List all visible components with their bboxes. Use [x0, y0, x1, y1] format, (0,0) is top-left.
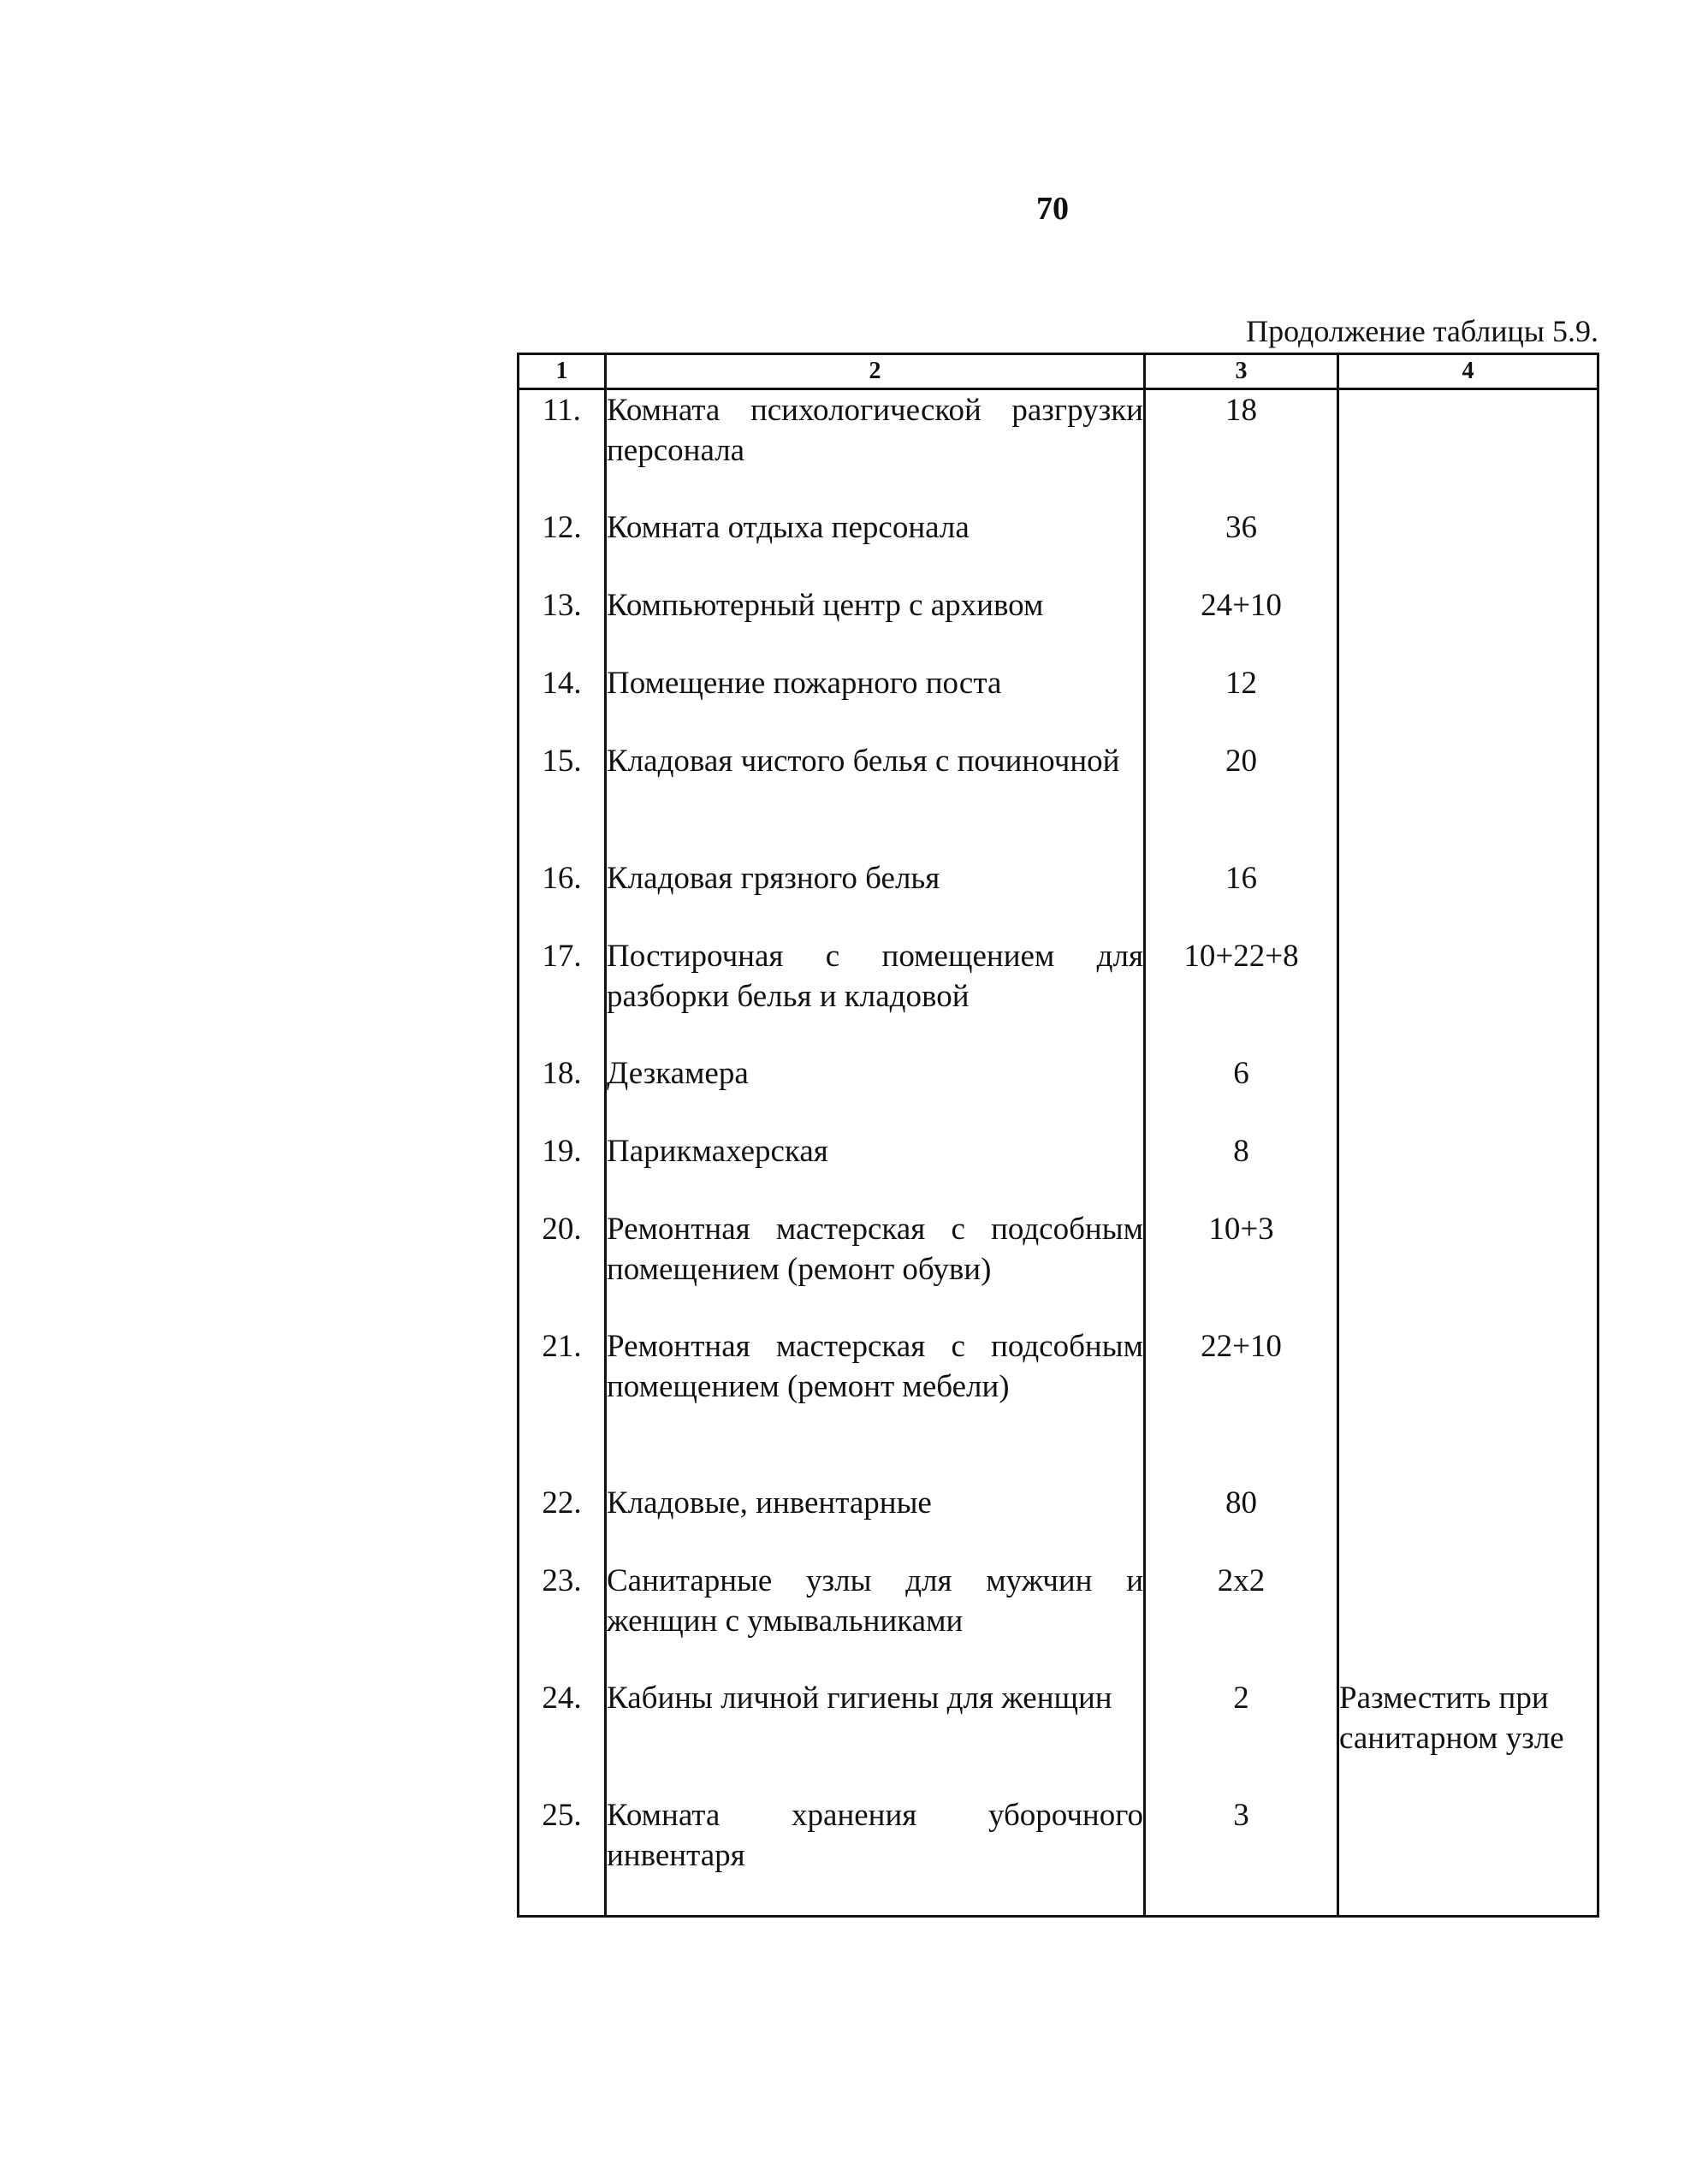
room-note	[1338, 858, 1598, 936]
room-name: Кладовая грязного белья	[607, 861, 940, 896]
room-name: Санитарные узлы для мужчин и женщин с умывальниками	[607, 1563, 1143, 1639]
room-name: Дезкамера	[607, 1056, 749, 1091]
column-header: 1	[519, 354, 606, 389]
table-header-row	[519, 354, 1598, 389]
table-row	[519, 1678, 1598, 1795]
row-number: 11.	[519, 389, 606, 508]
row-number: 20.	[519, 1209, 606, 1326]
room-area: 20	[1145, 741, 1338, 858]
row-number: 15.	[519, 741, 606, 858]
room-note	[1338, 1561, 1598, 1678]
table-row	[519, 858, 1598, 936]
room-name: Парикмахерская	[607, 1134, 828, 1169]
room-area: 10+3	[1145, 1209, 1338, 1326]
table-row	[519, 507, 1598, 585]
room-name: Ремонтная мастерская с подсобным помещением (ремонт обуви)	[607, 1212, 1143, 1287]
room-note	[1338, 1326, 1598, 1483]
room-area: 3	[1145, 1795, 1338, 1917]
row-number: 16.	[519, 858, 606, 936]
room-name: Компьютерный центр с архивом	[607, 588, 1044, 623]
row-number: 19.	[519, 1131, 606, 1209]
table-row	[519, 389, 1598, 508]
room-area: 24+10	[1145, 585, 1338, 663]
room-area: 18	[1145, 389, 1338, 508]
row-number: 25.	[519, 1795, 606, 1917]
column-header: 4	[1338, 354, 1598, 389]
column-header: 3	[1145, 354, 1338, 389]
room-area: 36	[1145, 507, 1338, 585]
room-area: 2	[1145, 1678, 1338, 1795]
room-note	[1338, 389, 1598, 508]
room-note	[1338, 936, 1598, 1053]
room-area: 80	[1145, 1483, 1338, 1561]
room-area: 10+22+8	[1145, 936, 1338, 1053]
rooms-table	[517, 353, 1599, 1918]
room-name: Комната хранения уборочного инвентаря	[607, 1798, 1143, 1873]
row-number: 17.	[519, 936, 606, 1053]
table-row	[519, 1561, 1598, 1678]
page-number: 70	[1036, 191, 1069, 227]
row-number: 13.	[519, 585, 606, 663]
table-row	[519, 1209, 1598, 1326]
room-note	[1338, 585, 1598, 663]
table-row	[519, 1131, 1598, 1209]
room-note	[1338, 1131, 1598, 1209]
table-row	[519, 741, 1598, 858]
room-name: Кладовая чистого белья с починочной	[607, 744, 1120, 779]
room-area: 16	[1145, 858, 1338, 936]
row-number: 21.	[519, 1326, 606, 1483]
room-name: Комната психологической разгрузки персонала	[607, 393, 1143, 468]
row-number: 12.	[519, 507, 606, 585]
room-name: Кладовые, инвентарные	[607, 1485, 932, 1521]
row-number: 22.	[519, 1483, 606, 1561]
room-note	[1338, 1209, 1598, 1326]
room-note	[1338, 741, 1598, 858]
room-note	[1338, 507, 1598, 585]
row-number: 18.	[519, 1053, 606, 1131]
table-row	[519, 585, 1598, 663]
row-number: 23.	[519, 1561, 606, 1678]
table-row	[519, 663, 1598, 741]
table-row	[519, 1326, 1598, 1483]
table-continuation-caption: Продолжение таблицы 5.9.	[1246, 314, 1598, 348]
row-number: 24.	[519, 1678, 606, 1795]
room-note	[1338, 1053, 1598, 1131]
room-area: 6	[1145, 1053, 1338, 1131]
room-area: 12	[1145, 663, 1338, 741]
table-row	[519, 936, 1598, 1053]
room-note: Разместить при санитарном узле	[1338, 1678, 1598, 1917]
room-note	[1338, 1483, 1598, 1561]
room-area: 2x2	[1145, 1561, 1338, 1678]
table-row	[519, 1053, 1598, 1131]
room-name: Помещение пожарного поста	[607, 666, 1002, 701]
room-area: 22+10	[1145, 1326, 1338, 1483]
room-area: 8	[1145, 1131, 1338, 1209]
column-header: 2	[606, 354, 1145, 389]
room-name: Комната отдыха персонала	[607, 510, 970, 545]
row-number: 14.	[519, 663, 606, 741]
room-name: Кабины личной гигиены для женщин	[607, 1681, 1112, 1716]
room-name: Ремонтная мастерская с подсобным помещением (ремонт мебели)	[607, 1329, 1143, 1404]
table-row	[519, 1483, 1598, 1561]
room-name: Постирочная с помещением для разборки белья и кладовой	[607, 939, 1143, 1014]
room-note	[1338, 663, 1598, 741]
